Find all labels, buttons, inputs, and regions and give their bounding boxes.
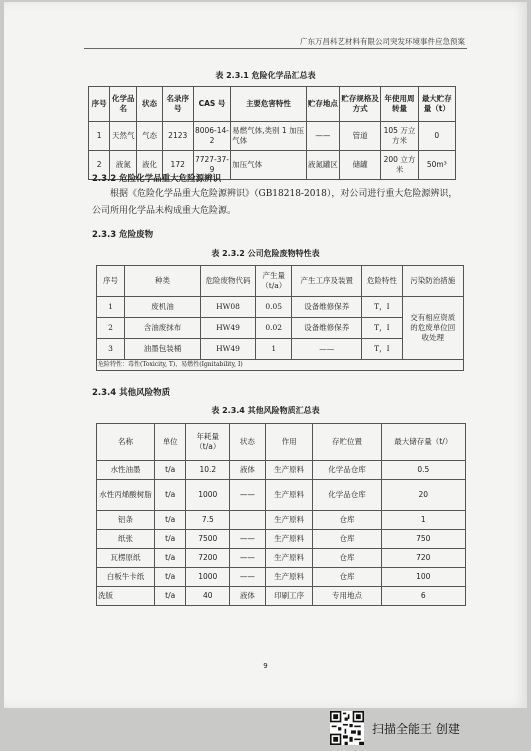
- cell: 仓库: [313, 511, 381, 530]
- cell: 仓库: [313, 530, 381, 549]
- cell: 设备维修保养: [292, 318, 362, 339]
- hazardous-waste-table: [96, 265, 464, 371]
- page-number: 9: [263, 662, 268, 670]
- section-heading: 2.3.4 其他风险物质: [92, 388, 171, 398]
- table-row: [97, 461, 466, 480]
- page-header: 广东万昌科艺材料有限公司突发环境事件应急预案: [300, 37, 465, 46]
- cell: 1: [381, 511, 465, 530]
- cell: t/a: [154, 461, 186, 480]
- cell: ——: [230, 568, 266, 587]
- cell: T，I: [362, 318, 403, 339]
- cell: 生产原料: [265, 480, 313, 511]
- cell: 生产原料: [265, 549, 313, 568]
- cell: 0: [418, 122, 455, 151]
- cell: 7500: [186, 530, 230, 549]
- col-header: 作用: [265, 424, 313, 461]
- col-header: 贮存地点: [306, 87, 339, 122]
- other-risk-substances-table: [96, 423, 466, 606]
- cell: 720: [381, 549, 465, 568]
- col-header: 年使用周转量: [381, 87, 418, 122]
- table-row: [89, 122, 456, 151]
- cell: 0.02: [256, 318, 292, 339]
- cell: 油墨包装桶: [125, 339, 201, 360]
- cell: ——: [230, 530, 266, 549]
- cell: t/a: [154, 587, 186, 606]
- cell: 易燃气体,类别 1 加压气体: [231, 122, 307, 151]
- table1-caption: 表 2.3.1 危险化学品汇总表: [215, 71, 316, 80]
- col-header: 污染防治措施: [402, 266, 463, 297]
- cell: 液体: [230, 587, 266, 606]
- cell: 白板牛卡纸: [97, 568, 155, 587]
- col-header: 状态: [230, 424, 266, 461]
- cell: 生产原料: [265, 511, 313, 530]
- table-row: [97, 587, 466, 606]
- col-header: 产生工序及装置: [292, 266, 362, 297]
- header-rule: [84, 48, 467, 49]
- section-heading: 2.3.3 危险废物: [92, 230, 154, 240]
- table-header-row: [97, 266, 464, 297]
- cell: 液化: [137, 151, 162, 180]
- cell: 100: [381, 568, 465, 587]
- cell: 化学品仓库: [313, 480, 381, 511]
- cell: T，I: [362, 339, 403, 360]
- document-page: [4, 2, 527, 708]
- cell: 2123: [162, 122, 193, 151]
- cell: 交有相应资质的危废单位回收处理: [402, 297, 463, 360]
- cell: 加压气体: [231, 151, 307, 180]
- cell: 印刷工序: [265, 587, 313, 606]
- cell: ——: [306, 122, 339, 151]
- cell: 管道: [340, 122, 381, 151]
- cell: 液体: [230, 461, 266, 480]
- cell: 7.5: [186, 511, 230, 530]
- cell: 6: [381, 587, 465, 606]
- cell: 纸张: [97, 530, 155, 549]
- col-header: 最大储存量（t/）: [381, 424, 465, 461]
- table-row: [97, 549, 466, 568]
- cell: 1000: [186, 568, 230, 587]
- cell: 200 立方米: [381, 151, 418, 180]
- cell: 天然气: [110, 122, 137, 151]
- cell: t/a: [154, 480, 186, 511]
- cell: 10.2: [186, 461, 230, 480]
- cell: ——: [230, 480, 266, 511]
- cell: 瓦楞原纸: [97, 549, 155, 568]
- cell: 750: [381, 530, 465, 549]
- col-header: 危险废物代码: [200, 266, 255, 297]
- cell: 生产原料: [265, 461, 313, 480]
- table-row: [97, 511, 466, 530]
- table-row: [97, 297, 464, 318]
- cell: 气态: [137, 122, 162, 151]
- cell: 7200: [186, 549, 230, 568]
- cell: 20: [381, 480, 465, 511]
- cell: 1000: [186, 480, 230, 511]
- cell: t/a: [154, 568, 186, 587]
- cell: 液氮罐区: [306, 151, 339, 180]
- col-header: 单位: [154, 424, 186, 461]
- table3-caption: 表 2.3.4 其他风险物质汇总表: [211, 406, 320, 415]
- cell: 化学品仓库: [313, 461, 381, 480]
- cell: [230, 511, 266, 530]
- cell: ——: [292, 339, 362, 360]
- cell: 2: [97, 318, 125, 339]
- col-header: 最大贮存量（t）: [418, 87, 455, 122]
- cell: 水性丙烯酸树脂: [97, 480, 155, 511]
- cell: 0.05: [256, 297, 292, 318]
- col-header: CAS 号: [193, 87, 230, 122]
- cell: 生产原料: [265, 568, 313, 587]
- paragraph: 根据《危险化学品重大危险源辨识》（GB18218-2018），对公司进行重大危险源辨识，公司所用化学品未构成重大危险源。: [92, 189, 458, 216]
- cell: 铝条: [97, 511, 155, 530]
- cell: ——: [230, 549, 266, 568]
- table-header-row: [97, 424, 466, 461]
- cell: 8006-14-2: [193, 122, 230, 151]
- cell: 含油废抹布: [125, 318, 201, 339]
- cell: t/a: [154, 549, 186, 568]
- table-note: 危险特性：毒性(Toxicity, T)、易燃性(Ignitability, I): [97, 360, 464, 371]
- qr-code-icon: [330, 711, 364, 745]
- cell: 3: [97, 339, 125, 360]
- cell: 1: [256, 339, 292, 360]
- scanner-watermark-text: 扫描全能王 创建: [372, 721, 460, 736]
- col-header: 产生量（t/a）: [256, 266, 292, 297]
- col-header: 序号: [97, 266, 125, 297]
- cell: 50m³: [418, 151, 455, 180]
- cell: t/a: [154, 511, 186, 530]
- cell: 洗版: [97, 587, 155, 606]
- scanner-watermark: [330, 711, 460, 745]
- cell: 1: [89, 122, 110, 151]
- table-row: [97, 568, 466, 587]
- cell: 172: [162, 151, 193, 180]
- cell: 2: [89, 151, 110, 180]
- col-header: 名录序号: [162, 87, 193, 122]
- cell: 水性油墨: [97, 461, 155, 480]
- cell: 105 万立方米: [381, 122, 418, 151]
- cell: 废机油: [125, 297, 201, 318]
- cell: 仓库: [313, 568, 381, 587]
- cell: HW49: [200, 318, 255, 339]
- col-header: 危险特性: [362, 266, 403, 297]
- cell: 7727-37-9: [193, 151, 230, 180]
- cell: 储罐: [340, 151, 381, 180]
- col-header: 种类: [125, 266, 201, 297]
- cell: HW49: [200, 339, 255, 360]
- cell: 1: [97, 297, 125, 318]
- cell: HW08: [200, 297, 255, 318]
- cell: 40: [186, 587, 230, 606]
- col-header: 年耗量（t/a）: [186, 424, 230, 461]
- section-heading: 2.3.2 危险化学品重大危险源辨识: [92, 174, 222, 184]
- cell: 液氮: [110, 151, 137, 180]
- table-row: [97, 530, 466, 549]
- col-header: 名称: [97, 424, 155, 461]
- cell: 0.5: [381, 461, 465, 480]
- cell: T，I: [362, 297, 403, 318]
- cell: 生产原料: [265, 530, 313, 549]
- table-note-row: [97, 360, 464, 371]
- col-header: 贮存规格及方式: [340, 87, 381, 122]
- table2-caption: 表 2.3.2 公司危险废物特性表: [211, 249, 320, 258]
- cell: 设备维修保养: [292, 297, 362, 318]
- cell: t/a: [154, 530, 186, 549]
- col-header: 序号: [89, 87, 110, 122]
- col-header: 主要危害特性: [231, 87, 307, 122]
- col-header: 状态: [137, 87, 162, 122]
- hazardous-chemicals-table: [88, 86, 456, 180]
- cell: 专用地点: [313, 587, 381, 606]
- cell: 仓库: [313, 549, 381, 568]
- col-header: 化学品名: [110, 87, 137, 122]
- table-row: [97, 480, 466, 511]
- col-header: 存贮位置: [313, 424, 381, 461]
- table-header-row: [89, 87, 456, 122]
